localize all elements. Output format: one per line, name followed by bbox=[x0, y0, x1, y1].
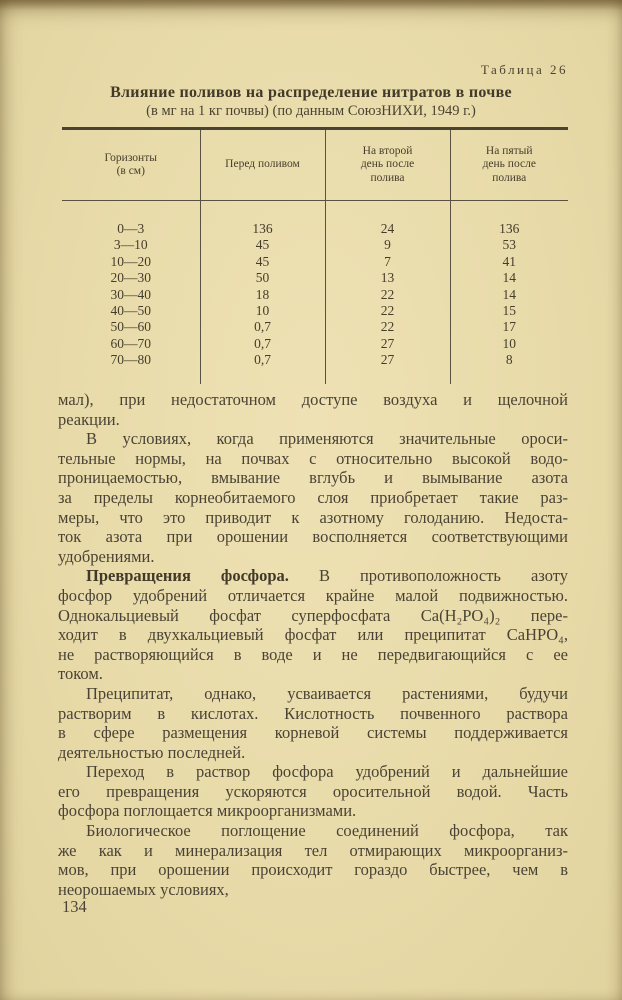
text-line: тельные нормы, на почвах с относительно высокой водо- bbox=[58, 448, 568, 468]
table-cell: 0,7 bbox=[200, 319, 325, 335]
table-cell: 27 bbox=[325, 352, 450, 368]
text-line: током. bbox=[58, 664, 103, 684]
text-line: меры, что это приводит к азотному голоданию. Недоста- bbox=[58, 507, 568, 527]
text-line: мов, при орошении происходит гораздо быстрее, чем в bbox=[58, 860, 568, 880]
table-caption: Таблица 26 bbox=[480, 62, 568, 77]
table-cell: 50—60 bbox=[62, 319, 200, 335]
table-cell: 20—30 bbox=[62, 270, 200, 286]
table-cell: 40—50 bbox=[62, 303, 200, 319]
table-cell: 10—20 bbox=[62, 254, 200, 270]
table-cell: 0,7 bbox=[200, 336, 325, 352]
text-line: В условиях, когда применяются значительные ороси- bbox=[86, 429, 568, 449]
header-fifth-day: На пятый день после полива bbox=[450, 129, 568, 201]
table-cell: 14 bbox=[502, 286, 516, 302]
table-cell: 18 bbox=[200, 287, 325, 303]
text-line bbox=[58, 566, 568, 586]
text-line: ток азота при орошении восполняется соответствующими bbox=[58, 527, 568, 547]
table-cell: 7 bbox=[325, 254, 450, 270]
table-cell: 22 bbox=[325, 319, 450, 335]
table-row-spacer bbox=[62, 369, 568, 384]
table-row bbox=[62, 254, 568, 270]
text-line: не растворяющийся в воде и не передвигающийся с ее bbox=[58, 644, 568, 664]
paragraph-lead-rest: В противоположность азоту bbox=[318, 566, 569, 586]
table-cell: 17 bbox=[502, 319, 516, 335]
table-title: Влияние поливов на распределение нитратов в почве bbox=[110, 84, 512, 101]
table-cell: 3—10 bbox=[62, 237, 200, 253]
table-cell: 8 bbox=[505, 352, 513, 368]
table-cell: 0,7 bbox=[200, 352, 325, 368]
text-line: его превращения ускоряются оросительной водой. Часть bbox=[58, 781, 568, 801]
table-cell: 0—3 bbox=[62, 201, 200, 238]
table-cell: 22 bbox=[325, 287, 450, 303]
text-line: же как и минерализация тел отмирающих микроорганиз- bbox=[58, 840, 568, 860]
table-row bbox=[62, 319, 568, 335]
table-cell: 24 bbox=[325, 201, 450, 238]
table-row bbox=[62, 201, 568, 238]
table-cell: 30—40 bbox=[62, 287, 200, 303]
table-cell: 9 bbox=[325, 237, 450, 253]
text-line: в сфере размещения корневой системы поддерживается bbox=[58, 723, 568, 743]
table-row bbox=[62, 287, 568, 303]
text-line: ходит в двухкальциевый фосфат или преципитат CaHPO₄, bbox=[58, 625, 568, 645]
table-header-row bbox=[62, 129, 568, 201]
table-cell: 10 bbox=[200, 303, 325, 319]
table-cell: 53 bbox=[502, 237, 516, 253]
table-cell: 60—70 bbox=[62, 336, 200, 352]
table-cell: 136 bbox=[200, 201, 325, 238]
table-row bbox=[62, 336, 568, 352]
table-cell: 13 bbox=[325, 270, 450, 286]
nitrate-table-wrap bbox=[62, 127, 568, 384]
text-line: Биологическое поглощение соединений фосфора, так bbox=[86, 821, 568, 841]
table-cell: 41 bbox=[502, 253, 516, 269]
text-line: реакции. bbox=[58, 409, 120, 429]
text-line: за пределы корнеобитаемого слоя приобретает такие раз- bbox=[58, 487, 568, 507]
text-line: Однокальциевый фосфат суперфосфата Ca(H₂PO₄)₂ пере- bbox=[58, 605, 568, 625]
table-cell: 45 bbox=[200, 237, 325, 253]
table-subtitle: (в мг на 1 кг почвы) (по данным СоюзНИХИ, 1949 г.) bbox=[146, 103, 476, 119]
table-cell: 27 bbox=[325, 336, 450, 352]
table-cell: 22 bbox=[325, 303, 450, 319]
table-cell: 10 bbox=[502, 335, 516, 351]
text-line: удобрениями. bbox=[58, 546, 155, 566]
table-cell: 136 bbox=[499, 221, 520, 236]
header-horizons: Горизонты (в см) bbox=[62, 129, 200, 201]
text-line: мал), при недостаточном доступе воздуха и щелочной bbox=[58, 390, 568, 409]
text-line: неорошаемых условиях, bbox=[58, 879, 229, 899]
table-cell: 50 bbox=[200, 270, 325, 286]
table-cell: 45 bbox=[200, 254, 325, 270]
text-line: деятельностью последней. bbox=[58, 742, 246, 762]
table-row bbox=[62, 352, 568, 368]
text-line: Переход в раствор фосфора удобрений и дальнейшие bbox=[86, 762, 568, 782]
paragraph-lead: Превращения фосфора. bbox=[86, 566, 289, 586]
table-row bbox=[62, 270, 568, 286]
table-cell: 15 bbox=[502, 303, 516, 319]
page-number: 134 bbox=[62, 897, 87, 916]
text-line: фосфор удобрений отличается крайне малой подвижностью. bbox=[58, 585, 568, 605]
header-second-day: На второй день после полива bbox=[325, 129, 450, 201]
text-line: Преципитат, однако, усваивается растениями, будучи bbox=[86, 683, 568, 703]
table-cell: 70—80 bbox=[62, 352, 200, 368]
body-text bbox=[58, 390, 568, 899]
header-before-irrigation: Перед поливом bbox=[200, 129, 325, 201]
text-line: фосфора поглощается микроорганизмами. bbox=[58, 801, 357, 821]
nitrate-table bbox=[62, 127, 568, 384]
table-cell: 14 bbox=[502, 270, 516, 286]
text-line: проницаемостью, вмывание вглубь и вымывание азота bbox=[58, 468, 568, 488]
table-row bbox=[62, 303, 568, 319]
text-line: растворим в кислотах. Кислотность почвенного раствора bbox=[58, 703, 568, 723]
table-row bbox=[62, 237, 568, 253]
